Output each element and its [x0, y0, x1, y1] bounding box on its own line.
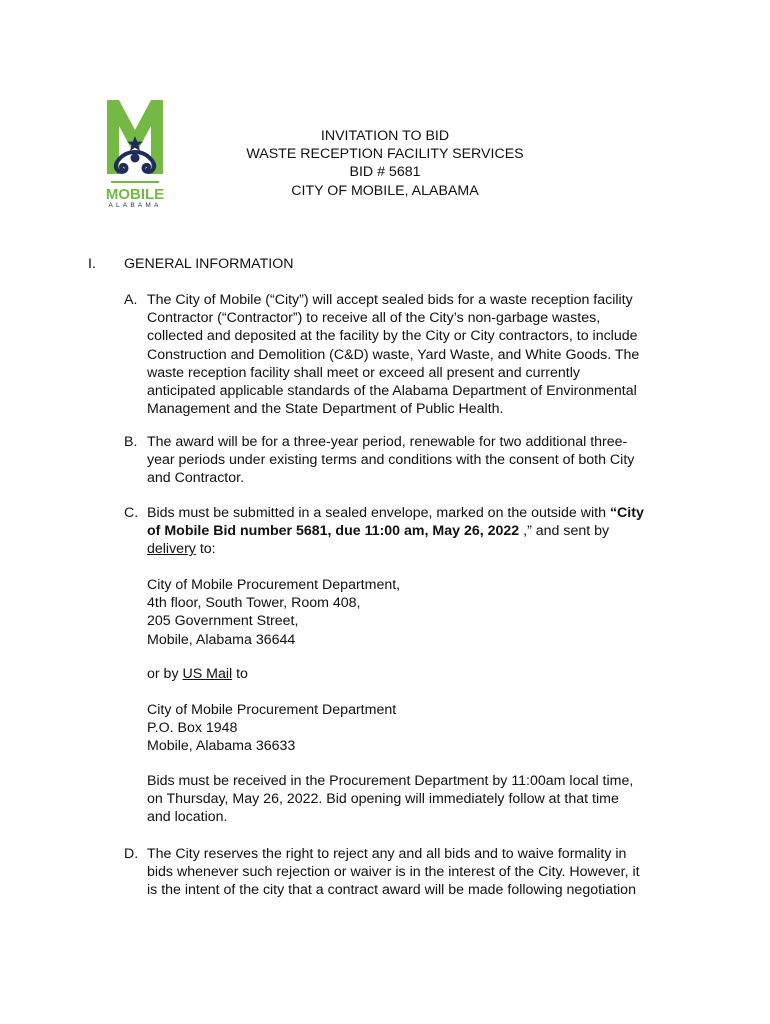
text-line: is the intent of the city that a contract award will be made following negotiation [147, 882, 636, 899]
text-run: ,” and sent by [523, 523, 610, 540]
item-body [147, 504, 687, 559]
text-line: bids whenever such rejection or waiver is in the interest of the City. However, it [147, 864, 640, 881]
text-line: Contractor (“Contractor”) to receive all of the City’s non-garbage wastes, [147, 310, 601, 327]
mail-address [147, 701, 396, 756]
text-line [147, 665, 248, 683]
section-title: GENERAL INFORMATION [124, 256, 294, 272]
text-line: Management and the State Department of Public Health. [147, 401, 504, 418]
text-line: waste reception facility shall meet or exceed all present and currently [147, 364, 580, 381]
item-letter: D. [124, 846, 139, 862]
text-run: Bids must be submitted in a sealed envelope, marked on the outside with [147, 505, 610, 521]
text-line [147, 504, 687, 522]
text-line: and location. [147, 809, 228, 826]
item-body [147, 433, 687, 488]
item-body [147, 845, 687, 900]
city-of-mobile-logo [103, 96, 167, 214]
address-line: P.O. Box 1948 [147, 720, 238, 737]
text-line: anticipated applicable standards of the Alabama Department of Environmental [147, 383, 637, 400]
address-line: Mobile, Alabama 36644 [147, 631, 296, 648]
text-line: Bids must be received in the Procurement Department by 11:00am local time, [147, 773, 634, 789]
text-run: or by [147, 666, 183, 682]
mail-option [147, 665, 248, 683]
header-line-2: WASTE RECEPTION FACILITY SERVICES [246, 146, 524, 163]
text-line [147, 522, 687, 540]
header-line-4: CITY OF MOBILE, ALABAMA [291, 182, 479, 199]
address-line: City of Mobile Procurement Department, [147, 577, 401, 593]
section-number: I. [88, 256, 96, 272]
text-line: on Thursday, May 26, 2022. Bid opening will immediately follow at that time [147, 791, 619, 808]
text-run: to [232, 666, 248, 682]
text-line [147, 540, 687, 558]
header-line-3: BID # 5681 [349, 164, 421, 181]
text-line: The award will be for a three-year period, renewable for two additional three- [147, 434, 628, 450]
text-run: to: [195, 541, 216, 558]
item-letter: A. [124, 292, 138, 308]
item-body [147, 291, 687, 418]
text-line: collected and deposited at the facility by the City or City contractors, to include [147, 328, 638, 345]
text-line: and Contractor. [147, 470, 245, 487]
item-letter: B. [124, 434, 138, 450]
text-line: The City reserves the right to reject any and all bids and to waive formality in [147, 846, 627, 862]
logo-wordmark: MOBILE [105, 186, 165, 203]
text-line: The City of Mobile (“City”) will accept sealed bids for a waste reception facility [147, 292, 633, 308]
logo-subtitle: ALABAMA [108, 202, 162, 209]
text-line: year periods under existing terms and conditions with the consent of both City [147, 452, 635, 469]
underlined-text: US Mail [182, 666, 233, 682]
bold-text: of Mobile Bid number 5681, due 11:00 am, May 26, 2022 [147, 523, 524, 540]
address-line: 4th floor, South Tower, Room 408, [147, 595, 361, 612]
logo-m-mark [103, 96, 167, 188]
address-line: 205 Government Street, [147, 613, 299, 630]
address-line: Mobile, Alabama 36633 [147, 738, 296, 755]
text-line: Construction and Demolition (C&D) waste, Yard Waste, and White Goods. The [147, 346, 640, 363]
address-line: City of Mobile Procurement Department [147, 702, 397, 718]
bold-text: “City [609, 505, 644, 521]
document-header [200, 127, 570, 200]
delivery-address [147, 576, 400, 649]
item-letter: C. [124, 505, 139, 521]
underlined-text: delivery [147, 541, 196, 558]
header-line-1: INVITATION TO BID [320, 128, 450, 144]
received-paragraph [147, 772, 633, 827]
